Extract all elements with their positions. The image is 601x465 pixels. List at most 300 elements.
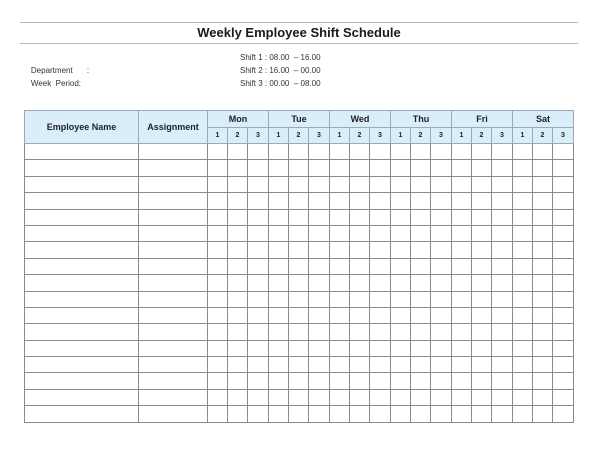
shift-cell[interactable] xyxy=(513,291,533,307)
assignment-cell[interactable] xyxy=(139,160,208,176)
shift-cell[interactable] xyxy=(431,242,452,258)
shift-cell[interactable] xyxy=(513,275,533,291)
shift-cell[interactable] xyxy=(553,258,574,274)
shift-cell[interactable] xyxy=(472,176,492,192)
shift-cell[interactable] xyxy=(431,357,452,373)
shift-cell[interactable] xyxy=(370,242,391,258)
shift-cell[interactable] xyxy=(289,389,309,405)
shift-cell[interactable] xyxy=(553,406,574,422)
shift-cell[interactable] xyxy=(452,357,472,373)
shift-cell[interactable] xyxy=(289,193,309,209)
shift-cell[interactable] xyxy=(228,340,248,356)
shift-cell[interactable] xyxy=(553,307,574,323)
employee-name-cell[interactable] xyxy=(25,324,139,340)
employee-name-cell[interactable] xyxy=(25,275,139,291)
shift-cell[interactable] xyxy=(370,389,391,405)
shift-cell[interactable] xyxy=(248,389,269,405)
shift-cell[interactable] xyxy=(513,373,533,389)
shift-cell[interactable] xyxy=(289,340,309,356)
shift-cell[interactable] xyxy=(269,357,289,373)
shift-cell[interactable] xyxy=(472,357,492,373)
shift-cell[interactable] xyxy=(492,324,513,340)
shift-cell[interactable] xyxy=(350,324,370,340)
shift-cell[interactable] xyxy=(330,144,350,160)
shift-cell[interactable] xyxy=(208,406,228,422)
shift-cell[interactable] xyxy=(431,307,452,323)
shift-cell[interactable] xyxy=(309,209,330,225)
shift-cell[interactable] xyxy=(513,340,533,356)
shift-cell[interactable] xyxy=(248,373,269,389)
assignment-cell[interactable] xyxy=(139,144,208,160)
shift-cell[interactable] xyxy=(431,373,452,389)
shift-cell[interactable] xyxy=(411,275,431,291)
shift-cell[interactable] xyxy=(370,144,391,160)
shift-cell[interactable] xyxy=(269,242,289,258)
shift-cell[interactable] xyxy=(330,307,350,323)
shift-cell[interactable] xyxy=(391,258,411,274)
shift-cell[interactable] xyxy=(289,373,309,389)
shift-cell[interactable] xyxy=(553,209,574,225)
shift-cell[interactable] xyxy=(411,357,431,373)
shift-cell[interactable] xyxy=(330,225,350,241)
shift-cell[interactable] xyxy=(533,389,553,405)
shift-cell[interactable] xyxy=(533,144,553,160)
shift-cell[interactable] xyxy=(513,242,533,258)
shift-cell[interactable] xyxy=(492,160,513,176)
employee-name-cell[interactable] xyxy=(25,258,139,274)
shift-cell[interactable] xyxy=(431,193,452,209)
shift-cell[interactable] xyxy=(553,291,574,307)
shift-cell[interactable] xyxy=(492,258,513,274)
shift-cell[interactable] xyxy=(350,176,370,192)
shift-cell[interactable] xyxy=(330,406,350,422)
shift-cell[interactable] xyxy=(472,340,492,356)
employee-name-cell[interactable] xyxy=(25,340,139,356)
shift-cell[interactable] xyxy=(411,406,431,422)
shift-cell[interactable] xyxy=(269,340,289,356)
shift-cell[interactable] xyxy=(553,225,574,241)
shift-cell[interactable] xyxy=(350,242,370,258)
shift-cell[interactable] xyxy=(228,193,248,209)
shift-cell[interactable] xyxy=(330,389,350,405)
shift-cell[interactable] xyxy=(472,307,492,323)
shift-cell[interactable] xyxy=(533,406,553,422)
shift-cell[interactable] xyxy=(350,209,370,225)
shift-cell[interactable] xyxy=(411,324,431,340)
shift-cell[interactable] xyxy=(289,406,309,422)
assignment-cell[interactable] xyxy=(139,291,208,307)
shift-cell[interactable] xyxy=(553,193,574,209)
shift-cell[interactable] xyxy=(370,209,391,225)
shift-cell[interactable] xyxy=(411,340,431,356)
shift-cell[interactable] xyxy=(553,324,574,340)
shift-cell[interactable] xyxy=(269,193,289,209)
shift-cell[interactable] xyxy=(472,209,492,225)
shift-cell[interactable] xyxy=(228,406,248,422)
shift-cell[interactable] xyxy=(228,324,248,340)
shift-cell[interactable] xyxy=(208,373,228,389)
shift-cell[interactable] xyxy=(289,160,309,176)
shift-cell[interactable] xyxy=(452,225,472,241)
shift-cell[interactable] xyxy=(330,242,350,258)
shift-cell[interactable] xyxy=(533,242,553,258)
shift-cell[interactable] xyxy=(228,160,248,176)
shift-cell[interactable] xyxy=(452,160,472,176)
shift-cell[interactable] xyxy=(289,324,309,340)
shift-cell[interactable] xyxy=(431,324,452,340)
shift-cell[interactable] xyxy=(452,307,472,323)
shift-cell[interactable] xyxy=(248,242,269,258)
shift-cell[interactable] xyxy=(208,258,228,274)
shift-cell[interactable] xyxy=(513,324,533,340)
shift-cell[interactable] xyxy=(513,357,533,373)
shift-cell[interactable] xyxy=(269,258,289,274)
shift-cell[interactable] xyxy=(370,340,391,356)
shift-cell[interactable] xyxy=(289,176,309,192)
shift-cell[interactable] xyxy=(431,389,452,405)
shift-cell[interactable] xyxy=(513,209,533,225)
shift-cell[interactable] xyxy=(309,160,330,176)
shift-cell[interactable] xyxy=(289,242,309,258)
employee-name-cell[interactable] xyxy=(25,357,139,373)
shift-cell[interactable] xyxy=(269,225,289,241)
shift-cell[interactable] xyxy=(350,357,370,373)
employee-name-cell[interactable] xyxy=(25,389,139,405)
shift-cell[interactable] xyxy=(208,225,228,241)
shift-cell[interactable] xyxy=(248,193,269,209)
shift-cell[interactable] xyxy=(228,144,248,160)
shift-cell[interactable] xyxy=(431,258,452,274)
shift-cell[interactable] xyxy=(309,225,330,241)
shift-cell[interactable] xyxy=(269,389,289,405)
shift-cell[interactable] xyxy=(391,242,411,258)
shift-cell[interactable] xyxy=(309,275,330,291)
shift-cell[interactable] xyxy=(208,291,228,307)
shift-cell[interactable] xyxy=(431,144,452,160)
shift-cell[interactable] xyxy=(330,357,350,373)
shift-cell[interactable] xyxy=(533,176,553,192)
shift-cell[interactable] xyxy=(533,340,553,356)
shift-cell[interactable] xyxy=(330,324,350,340)
shift-cell[interactable] xyxy=(472,406,492,422)
shift-cell[interactable] xyxy=(553,275,574,291)
shift-cell[interactable] xyxy=(513,176,533,192)
shift-cell[interactable] xyxy=(309,193,330,209)
shift-cell[interactable] xyxy=(208,275,228,291)
shift-cell[interactable] xyxy=(411,176,431,192)
shift-cell[interactable] xyxy=(452,291,472,307)
shift-cell[interactable] xyxy=(513,258,533,274)
shift-cell[interactable] xyxy=(452,144,472,160)
shift-cell[interactable] xyxy=(452,406,472,422)
shift-cell[interactable] xyxy=(208,357,228,373)
shift-cell[interactable] xyxy=(350,340,370,356)
shift-cell[interactable] xyxy=(269,291,289,307)
assignment-cell[interactable] xyxy=(139,193,208,209)
shift-cell[interactable] xyxy=(208,324,228,340)
shift-cell[interactable] xyxy=(228,258,248,274)
shift-cell[interactable] xyxy=(533,291,553,307)
shift-cell[interactable] xyxy=(553,242,574,258)
shift-cell[interactable] xyxy=(269,324,289,340)
shift-cell[interactable] xyxy=(370,291,391,307)
shift-cell[interactable] xyxy=(330,160,350,176)
shift-cell[interactable] xyxy=(309,144,330,160)
shift-cell[interactable] xyxy=(391,193,411,209)
shift-cell[interactable] xyxy=(269,307,289,323)
shift-cell[interactable] xyxy=(309,176,330,192)
shift-cell[interactable] xyxy=(391,307,411,323)
shift-cell[interactable] xyxy=(330,193,350,209)
shift-cell[interactable] xyxy=(309,324,330,340)
shift-cell[interactable] xyxy=(350,307,370,323)
shift-cell[interactable] xyxy=(370,275,391,291)
shift-cell[interactable] xyxy=(370,307,391,323)
shift-cell[interactable] xyxy=(350,193,370,209)
shift-cell[interactable] xyxy=(309,389,330,405)
shift-cell[interactable] xyxy=(513,406,533,422)
shift-cell[interactable] xyxy=(289,209,309,225)
shift-cell[interactable] xyxy=(269,209,289,225)
shift-cell[interactable] xyxy=(370,160,391,176)
shift-cell[interactable] xyxy=(553,373,574,389)
shift-cell[interactable] xyxy=(228,373,248,389)
employee-name-cell[interactable] xyxy=(25,193,139,209)
shift-cell[interactable] xyxy=(391,324,411,340)
shift-cell[interactable] xyxy=(208,193,228,209)
shift-cell[interactable] xyxy=(452,275,472,291)
shift-cell[interactable] xyxy=(309,373,330,389)
shift-cell[interactable] xyxy=(370,193,391,209)
assignment-cell[interactable] xyxy=(139,340,208,356)
shift-cell[interactable] xyxy=(513,307,533,323)
shift-cell[interactable] xyxy=(533,258,553,274)
shift-cell[interactable] xyxy=(492,291,513,307)
shift-cell[interactable] xyxy=(391,340,411,356)
shift-cell[interactable] xyxy=(391,373,411,389)
employee-name-cell[interactable] xyxy=(25,291,139,307)
shift-cell[interactable] xyxy=(431,176,452,192)
shift-cell[interactable] xyxy=(452,389,472,405)
shift-cell[interactable] xyxy=(330,340,350,356)
shift-cell[interactable] xyxy=(248,340,269,356)
shift-cell[interactable] xyxy=(350,389,370,405)
shift-cell[interactable] xyxy=(472,324,492,340)
assignment-cell[interactable] xyxy=(139,324,208,340)
employee-name-cell[interactable] xyxy=(25,242,139,258)
shift-cell[interactable] xyxy=(350,144,370,160)
shift-cell[interactable] xyxy=(411,307,431,323)
shift-cell[interactable] xyxy=(391,176,411,192)
shift-cell[interactable] xyxy=(269,160,289,176)
shift-cell[interactable] xyxy=(228,225,248,241)
shift-cell[interactable] xyxy=(228,357,248,373)
shift-cell[interactable] xyxy=(370,225,391,241)
shift-cell[interactable] xyxy=(248,176,269,192)
shift-cell[interactable] xyxy=(533,193,553,209)
shift-cell[interactable] xyxy=(411,160,431,176)
shift-cell[interactable] xyxy=(411,193,431,209)
shift-cell[interactable] xyxy=(391,357,411,373)
assignment-cell[interactable] xyxy=(139,357,208,373)
shift-cell[interactable] xyxy=(472,242,492,258)
shift-cell[interactable] xyxy=(492,242,513,258)
shift-cell[interactable] xyxy=(553,144,574,160)
shift-cell[interactable] xyxy=(452,340,472,356)
shift-cell[interactable] xyxy=(269,176,289,192)
shift-cell[interactable] xyxy=(228,389,248,405)
shift-cell[interactable] xyxy=(289,225,309,241)
shift-cell[interactable] xyxy=(472,389,492,405)
shift-cell[interactable] xyxy=(269,144,289,160)
employee-name-cell[interactable] xyxy=(25,225,139,241)
shift-cell[interactable] xyxy=(391,160,411,176)
shift-cell[interactable] xyxy=(391,275,411,291)
shift-cell[interactable] xyxy=(391,144,411,160)
assignment-cell[interactable] xyxy=(139,225,208,241)
shift-cell[interactable] xyxy=(309,406,330,422)
shift-cell[interactable] xyxy=(289,291,309,307)
shift-cell[interactable] xyxy=(492,144,513,160)
shift-cell[interactable] xyxy=(452,242,472,258)
shift-cell[interactable] xyxy=(370,258,391,274)
shift-cell[interactable] xyxy=(248,209,269,225)
shift-cell[interactable] xyxy=(309,307,330,323)
shift-cell[interactable] xyxy=(289,357,309,373)
shift-cell[interactable] xyxy=(228,209,248,225)
shift-cell[interactable] xyxy=(553,340,574,356)
shift-cell[interactable] xyxy=(350,258,370,274)
shift-cell[interactable] xyxy=(472,275,492,291)
shift-cell[interactable] xyxy=(350,225,370,241)
shift-cell[interactable] xyxy=(370,373,391,389)
shift-cell[interactable] xyxy=(411,144,431,160)
shift-cell[interactable] xyxy=(533,209,553,225)
shift-cell[interactable] xyxy=(533,160,553,176)
shift-cell[interactable] xyxy=(411,242,431,258)
shift-cell[interactable] xyxy=(411,291,431,307)
shift-cell[interactable] xyxy=(472,291,492,307)
assignment-cell[interactable] xyxy=(139,275,208,291)
shift-cell[interactable] xyxy=(370,357,391,373)
employee-name-cell[interactable] xyxy=(25,176,139,192)
shift-cell[interactable] xyxy=(492,209,513,225)
shift-cell[interactable] xyxy=(431,406,452,422)
shift-cell[interactable] xyxy=(513,144,533,160)
shift-cell[interactable] xyxy=(330,258,350,274)
shift-cell[interactable] xyxy=(228,275,248,291)
employee-name-cell[interactable] xyxy=(25,160,139,176)
assignment-cell[interactable] xyxy=(139,209,208,225)
shift-cell[interactable] xyxy=(492,176,513,192)
shift-cell[interactable] xyxy=(269,275,289,291)
shift-cell[interactable] xyxy=(350,275,370,291)
shift-cell[interactable] xyxy=(228,176,248,192)
shift-cell[interactable] xyxy=(248,258,269,274)
shift-cell[interactable] xyxy=(431,160,452,176)
shift-cell[interactable] xyxy=(330,176,350,192)
shift-cell[interactable] xyxy=(309,357,330,373)
shift-cell[interactable] xyxy=(452,373,472,389)
shift-cell[interactable] xyxy=(330,275,350,291)
shift-cell[interactable] xyxy=(208,209,228,225)
shift-cell[interactable] xyxy=(289,307,309,323)
shift-cell[interactable] xyxy=(452,258,472,274)
shift-cell[interactable] xyxy=(553,176,574,192)
shift-cell[interactable] xyxy=(431,209,452,225)
shift-cell[interactable] xyxy=(208,389,228,405)
shift-cell[interactable] xyxy=(350,160,370,176)
shift-cell[interactable] xyxy=(492,373,513,389)
shift-cell[interactable] xyxy=(208,176,228,192)
shift-cell[interactable] xyxy=(533,324,553,340)
shift-cell[interactable] xyxy=(350,406,370,422)
shift-cell[interactable] xyxy=(411,373,431,389)
shift-cell[interactable] xyxy=(411,209,431,225)
shift-cell[interactable] xyxy=(248,225,269,241)
shift-cell[interactable] xyxy=(492,406,513,422)
shift-cell[interactable] xyxy=(309,258,330,274)
assignment-cell[interactable] xyxy=(139,373,208,389)
shift-cell[interactable] xyxy=(553,357,574,373)
shift-cell[interactable] xyxy=(248,324,269,340)
shift-cell[interactable] xyxy=(431,225,452,241)
shift-cell[interactable] xyxy=(492,357,513,373)
shift-cell[interactable] xyxy=(248,307,269,323)
employee-name-cell[interactable] xyxy=(25,373,139,389)
shift-cell[interactable] xyxy=(248,357,269,373)
shift-cell[interactable] xyxy=(269,373,289,389)
shift-cell[interactable] xyxy=(208,160,228,176)
shift-cell[interactable] xyxy=(391,291,411,307)
shift-cell[interactable] xyxy=(391,225,411,241)
shift-cell[interactable] xyxy=(533,357,553,373)
shift-cell[interactable] xyxy=(370,406,391,422)
shift-cell[interactable] xyxy=(208,242,228,258)
shift-cell[interactable] xyxy=(411,258,431,274)
assignment-cell[interactable] xyxy=(139,258,208,274)
shift-cell[interactable] xyxy=(513,160,533,176)
shift-cell[interactable] xyxy=(452,209,472,225)
shift-cell[interactable] xyxy=(553,160,574,176)
assignment-cell[interactable] xyxy=(139,406,208,422)
shift-cell[interactable] xyxy=(391,389,411,405)
employee-name-cell[interactable] xyxy=(25,406,139,422)
shift-cell[interactable] xyxy=(533,373,553,389)
shift-cell[interactable] xyxy=(370,324,391,340)
shift-cell[interactable] xyxy=(452,324,472,340)
shift-cell[interactable] xyxy=(248,406,269,422)
shift-cell[interactable] xyxy=(208,144,228,160)
shift-cell[interactable] xyxy=(350,373,370,389)
shift-cell[interactable] xyxy=(248,160,269,176)
shift-cell[interactable] xyxy=(513,389,533,405)
assignment-cell[interactable] xyxy=(139,307,208,323)
shift-cell[interactable] xyxy=(411,389,431,405)
shift-cell[interactable] xyxy=(431,340,452,356)
shift-cell[interactable] xyxy=(309,291,330,307)
shift-cell[interactable] xyxy=(492,307,513,323)
shift-cell[interactable] xyxy=(309,340,330,356)
shift-cell[interactable] xyxy=(248,291,269,307)
employee-name-cell[interactable] xyxy=(25,209,139,225)
shift-cell[interactable] xyxy=(289,258,309,274)
shift-cell[interactable] xyxy=(513,193,533,209)
assignment-cell[interactable] xyxy=(139,389,208,405)
employee-name-cell[interactable] xyxy=(25,144,139,160)
shift-cell[interactable] xyxy=(533,275,553,291)
shift-cell[interactable] xyxy=(289,275,309,291)
